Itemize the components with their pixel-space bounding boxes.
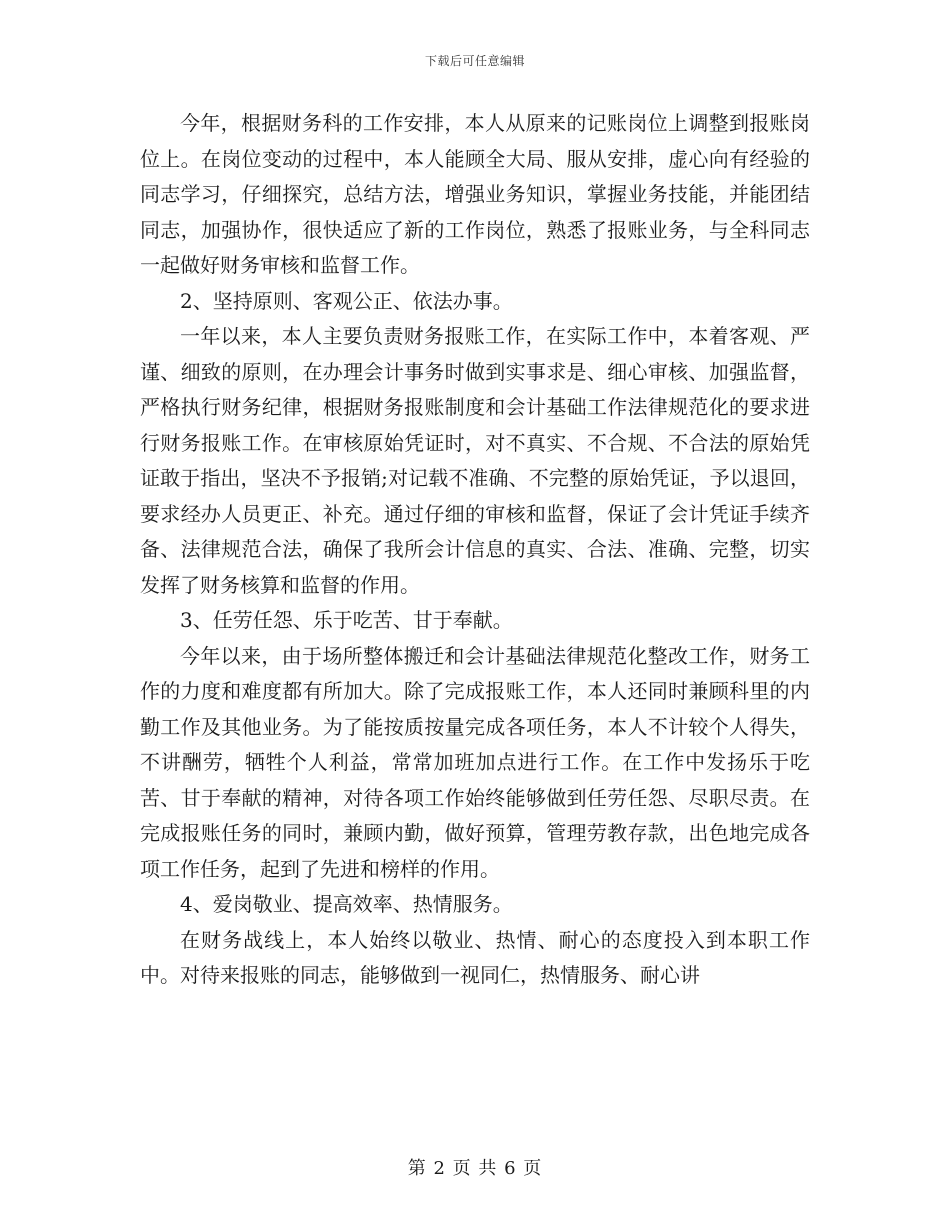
paragraph-job-adjustment: 今年，根据财务科的工作安排，本人从原来的记账岗位上调整到报账岗位上。在岗位变动的过程中，本人能顾全大局、服从安排，虚心向有经验的同志学习，仔细探究，总结方法，增强业务知识，掌握业务技能，并能团结同志，加强协作，很快适应了新的工作岗位，熟悉了报账业务，与全科同志一起做好财务审核和监督工作。 xyxy=(140,111,810,277)
page-header: 下载后可任意编辑 xyxy=(424,54,525,68)
paragraph-hardwork: 今年以来，由于场所整体搬迁和会计基础法律规范化整改工作，财务工作的力度和难度都有所加大。除了完成报账工作，本人还同时兼顾科里的内勤工作及其他业务。为了能按质按量完成各项任务，本人不计较个人得失，不讲酬劳，牺牲个人利益，常常加班加点进行工作。在工作中发扬乐于吃苦、甘于奉献的精神，对待各项工作始终能够做到任劳任怨、尽职尽责。在完成报账任务的同时，兼顾内勤，做好预算，管理劳教存款，出色地完成各项工作任务，起到了先进和榜样的作用。 xyxy=(140,643,810,881)
heading-principles: 2、坚持原则、客观公正、依法办事。 xyxy=(180,288,513,313)
heading-hardwork: 3、任劳任怨、乐于吃苦、甘于奉献。 xyxy=(180,608,513,632)
heading-dedication: 4、爱岗敬业、提高效率、热情服务。 xyxy=(180,892,513,916)
page-number: 第 2 页 共 6 页 xyxy=(407,1158,543,1179)
paragraph-dedication: 在财务战线上，本人始终以敬业、热情、耐心的态度投入到本职工作中。对待来报账的同志，能够做到一视同仁，热情服务、耐心讲 xyxy=(140,927,810,987)
document-body xyxy=(140,106,810,994)
paragraph-principles: 一年以来，本人主要负责财务报账工作，在实际工作中，本着客观、严谨、细致的原则，在办理会计事务时做到实事求是、细心审核、加强监督，严格执行财务纪律，根据财务报账制度和会计基础工作法律规范化的要求进行财务报账工作。在审核原始凭证时，对不真实、不合规、不合法的原始凭证敢于指出，坚决不予报销;对记载不准确、不完整的原始凭证，予以退回，要求经办人员更正、补充。通过仔细的审核和监督，保证了会计凭证手续齐备、法律规范合法，确保了我所会计信息的真实、合法、准确、完整，切实发挥了财务核算和监督的作用。 xyxy=(140,324,810,597)
page-footer xyxy=(0,1154,950,1180)
